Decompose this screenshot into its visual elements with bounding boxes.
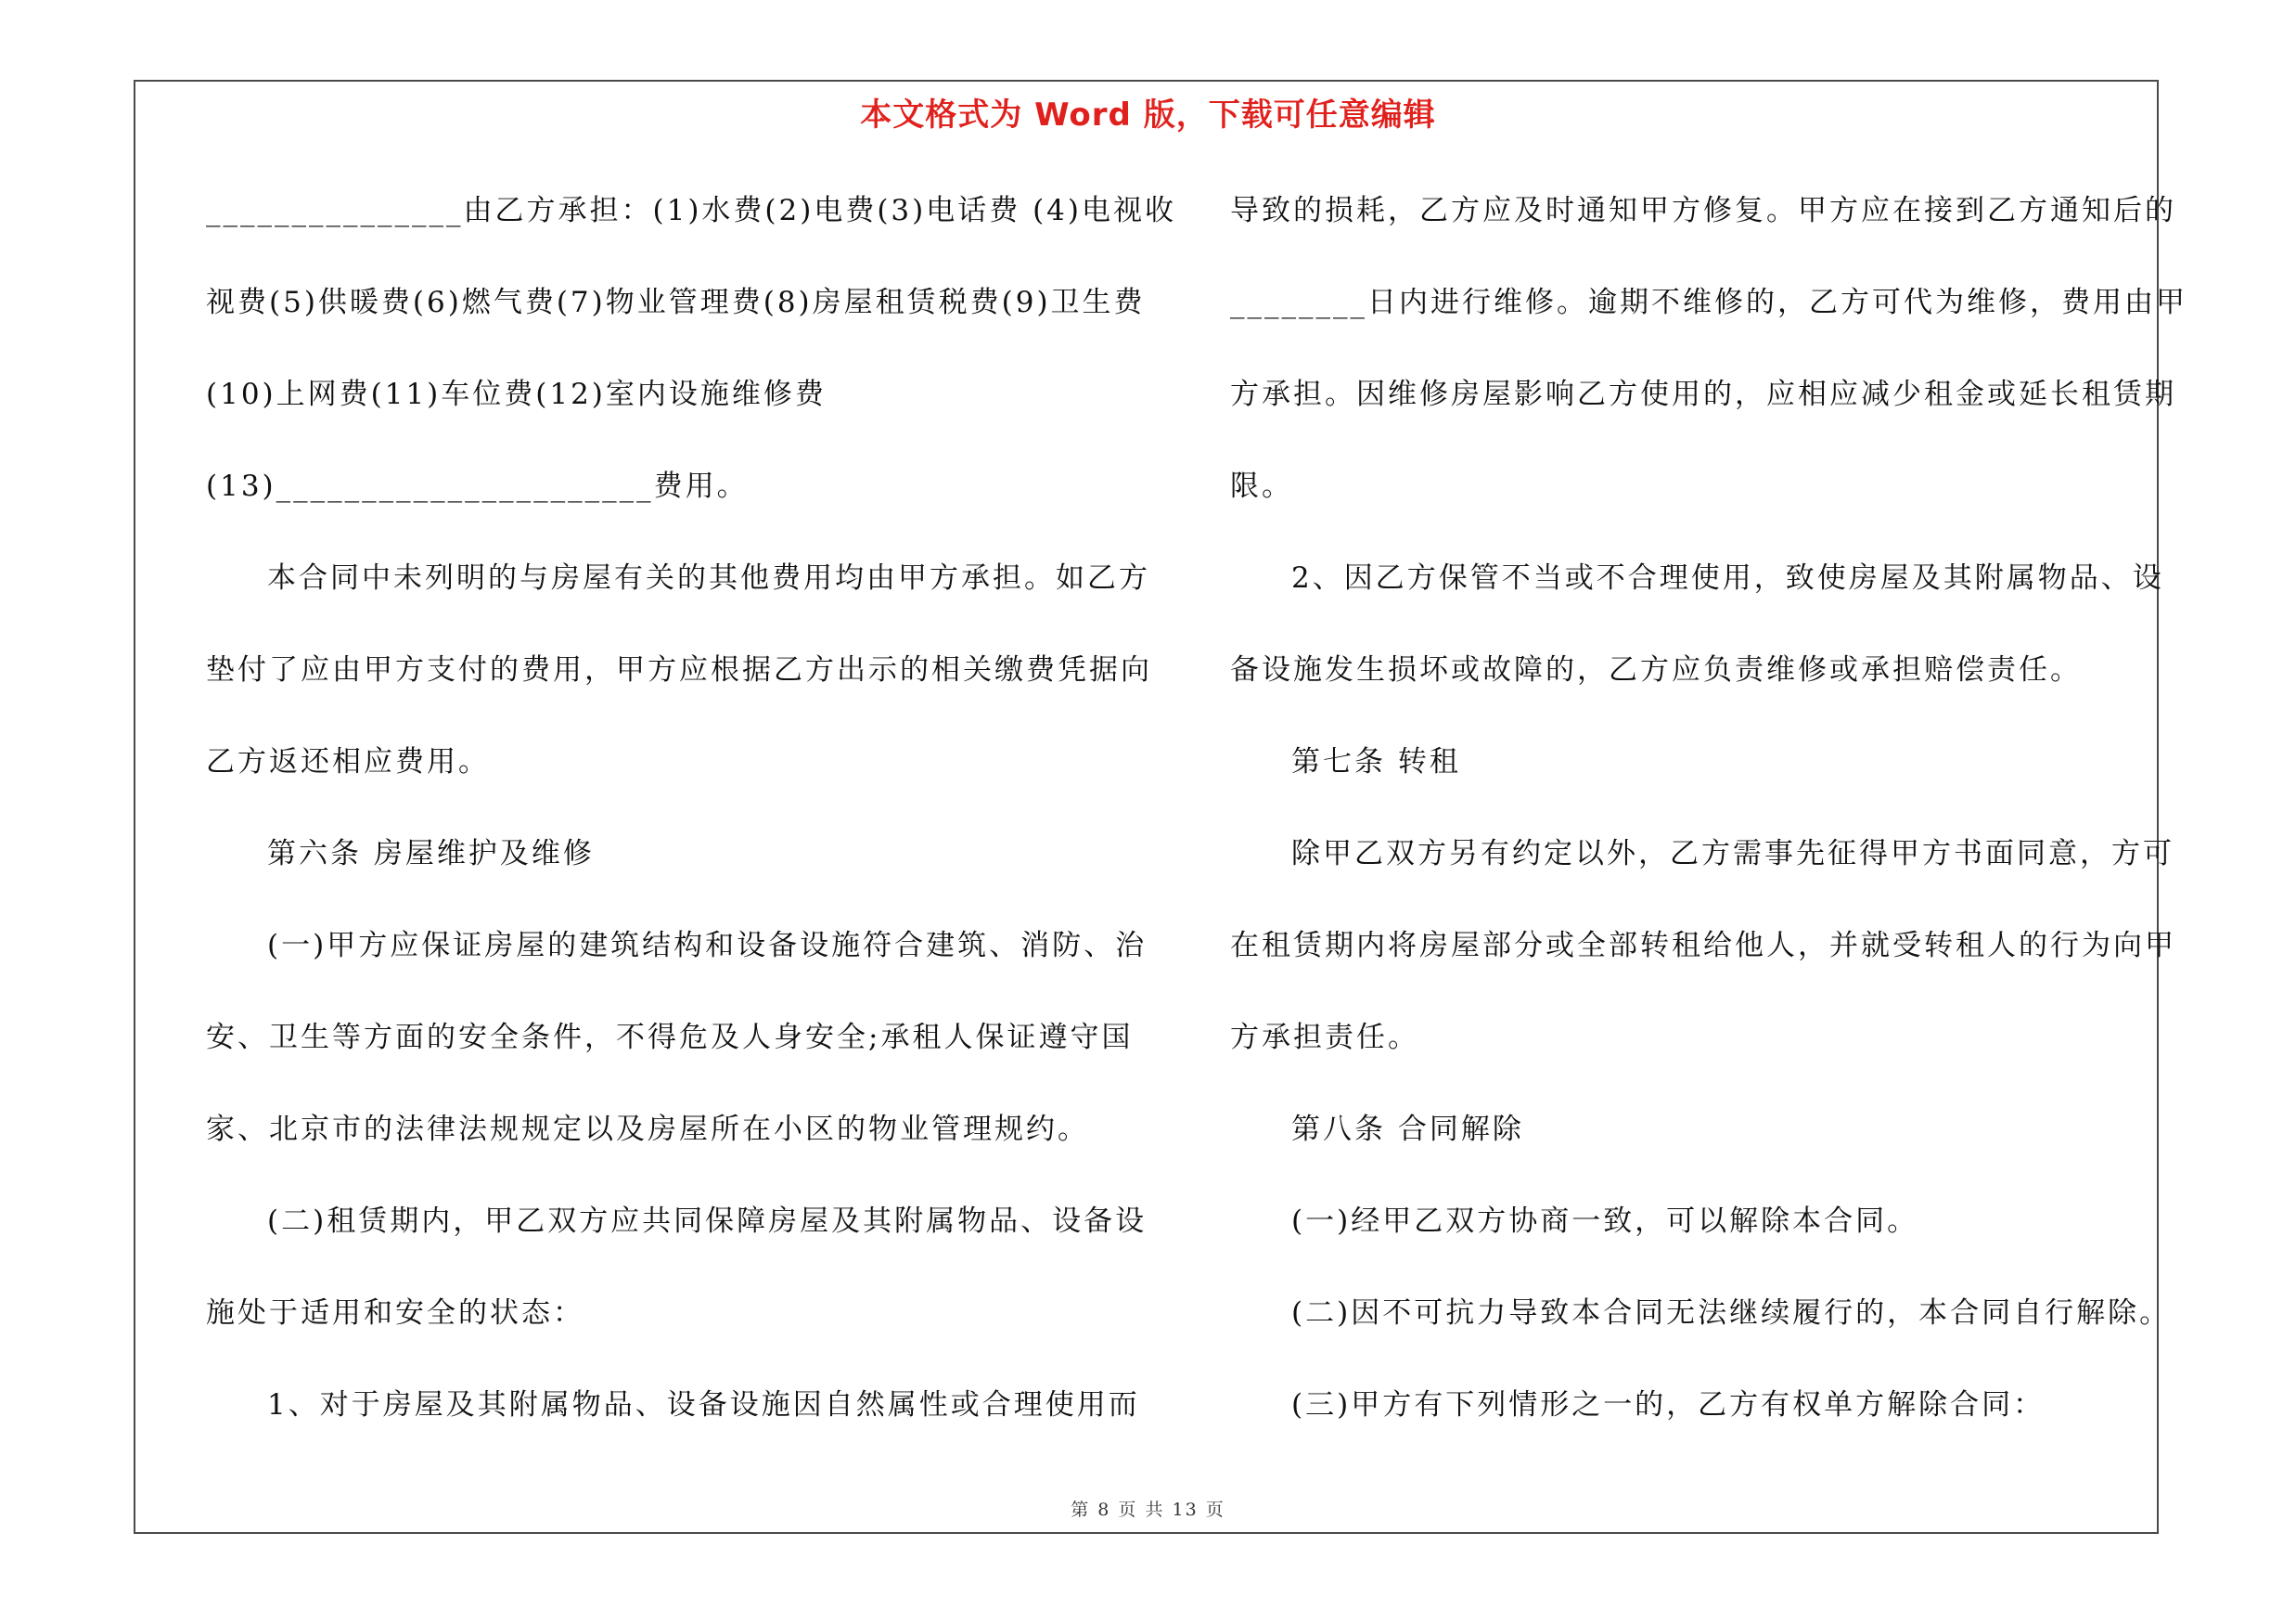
- text-line: (10)上网费(11)车位费(12)室内设施维修费: [206, 378, 827, 411]
- page-number-footer: 第 8 页 共 13 页: [1071, 1500, 1225, 1520]
- text-line: 在租赁期内将房屋部分或全部转租给他人，并就受转租人的行为向甲: [1230, 929, 2176, 962]
- left-column: [206, 182, 1176, 1468]
- section-heading: 第六条 房屋维护及维修: [267, 837, 595, 870]
- section-heading: 第七条 转租: [1291, 745, 1461, 779]
- paragraph-start: (三)甲方有下列情形之一的，乙方有权单方解除合同：: [1291, 1388, 2046, 1422]
- paragraph-start: 本合同中未列明的与房屋有关的其他费用均由甲方承担。如乙方: [267, 561, 1150, 595]
- text-line: ________日内进行维修。逾期不维修的，乙方可代为维修，费用由甲: [1230, 286, 2187, 319]
- text-line: 限。: [1230, 470, 1293, 503]
- text-line: 安、卫生等方面的安全条件，不得危及人身安全;承租人保证遵守国: [206, 1021, 1134, 1054]
- paragraph-start: 1、对于房屋及其附属物品、设备设施因自然属性或合理使用而: [267, 1388, 1140, 1422]
- text-line: 方承担责任。: [1230, 1021, 1419, 1054]
- paragraph-start: 2、因乙方保管不当或不合理使用，致使房屋及其附属物品、设: [1291, 561, 2164, 595]
- text-line: 方承担。因维修房屋影响乙方使用的，应相应减少租金或延长租赁期: [1230, 378, 2176, 411]
- text-line: 家、北京市的法律法规规定以及房屋所在小区的物业管理规约。: [206, 1113, 1089, 1146]
- paragraph-start: (一)甲方应保证房屋的建筑结构和设备设施符合建筑、消防、治: [267, 929, 1148, 962]
- text-line: 视费(5)供暖费(6)燃气费(7)物业管理费(8)房屋租赁税费(9)卫生费: [206, 286, 1146, 319]
- paragraph-start: 除甲乙双方另有约定以外，乙方需事先征得甲方书面同意，方可: [1291, 837, 2174, 870]
- text-line: 导致的损耗，乙方应及时通知甲方修复。甲方应在接到乙方通知后的: [1230, 194, 2176, 227]
- right-column: [1230, 182, 2187, 1468]
- text-line: 施处于适用和安全的状态：: [206, 1296, 584, 1330]
- text-line: _______________由乙方承担：(1)水费(2)电费(3)电话费 (4)电视收: [206, 194, 1176, 227]
- section-heading: 第八条 合同解除: [1291, 1113, 1524, 1146]
- paragraph-start: (二)因不可抗力导致本合同无法继续履行的，本合同自行解除。: [1291, 1296, 2172, 1330]
- word-format-banner: 本文格式为 Word 版，下载可任意编辑: [860, 97, 1436, 134]
- text-line: (13)______________________费用。: [206, 470, 749, 503]
- paragraph-start: (二)租赁期内，甲乙双方应共同保障房屋及其附属物品、设备设: [267, 1204, 1148, 1238]
- paragraph-start: (一)经甲乙双方协商一致，可以解除本合同。: [1291, 1204, 1919, 1238]
- text-line: 备设施发生损坏或故障的，乙方应负责维修或承担赔偿责任。: [1230, 653, 2082, 687]
- text-line: 垫付了应由甲方支付的费用，甲方应根据乙方出示的相关缴费凭据向: [206, 653, 1152, 687]
- text-line: 乙方返还相应费用。: [206, 745, 490, 779]
